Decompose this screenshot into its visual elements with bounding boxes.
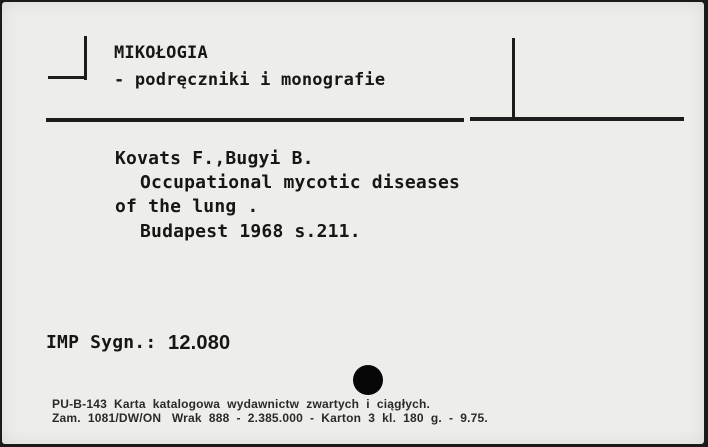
signature-value: 12.080 [168,332,231,354]
subject-subheading: - podręczniki i monografie [114,70,386,90]
catalog-card [2,2,704,444]
header-rule-right [470,117,684,121]
entry-title-line-2: of the lung . [115,196,259,217]
corner-mark-horizontal [48,76,87,79]
header-rule-left [46,118,464,122]
entry-authors: Kovats F.,Bugyi B. [115,148,314,169]
footer-line-1: PU-B-143 Karta katalogowa wydawnictw zwartych i ciągłych. [52,397,431,411]
entry-imprint: Budapest 1968 s.211. [140,221,361,242]
footer-line-2: Zam. 1081/DW/ON Wrak 888 - 2.385.000 - Karton 3 kl. 180 g. - 9.75. [52,411,488,425]
column-divider [512,38,515,118]
corner-mark-vertical [84,36,87,80]
entry-title-line-1: Occupational mycotic diseases [140,172,461,193]
signature-label: IMP Sygn.: [46,332,157,353]
punch-hole [353,365,383,395]
subject-heading: MIKOŁOGIA [114,43,208,63]
